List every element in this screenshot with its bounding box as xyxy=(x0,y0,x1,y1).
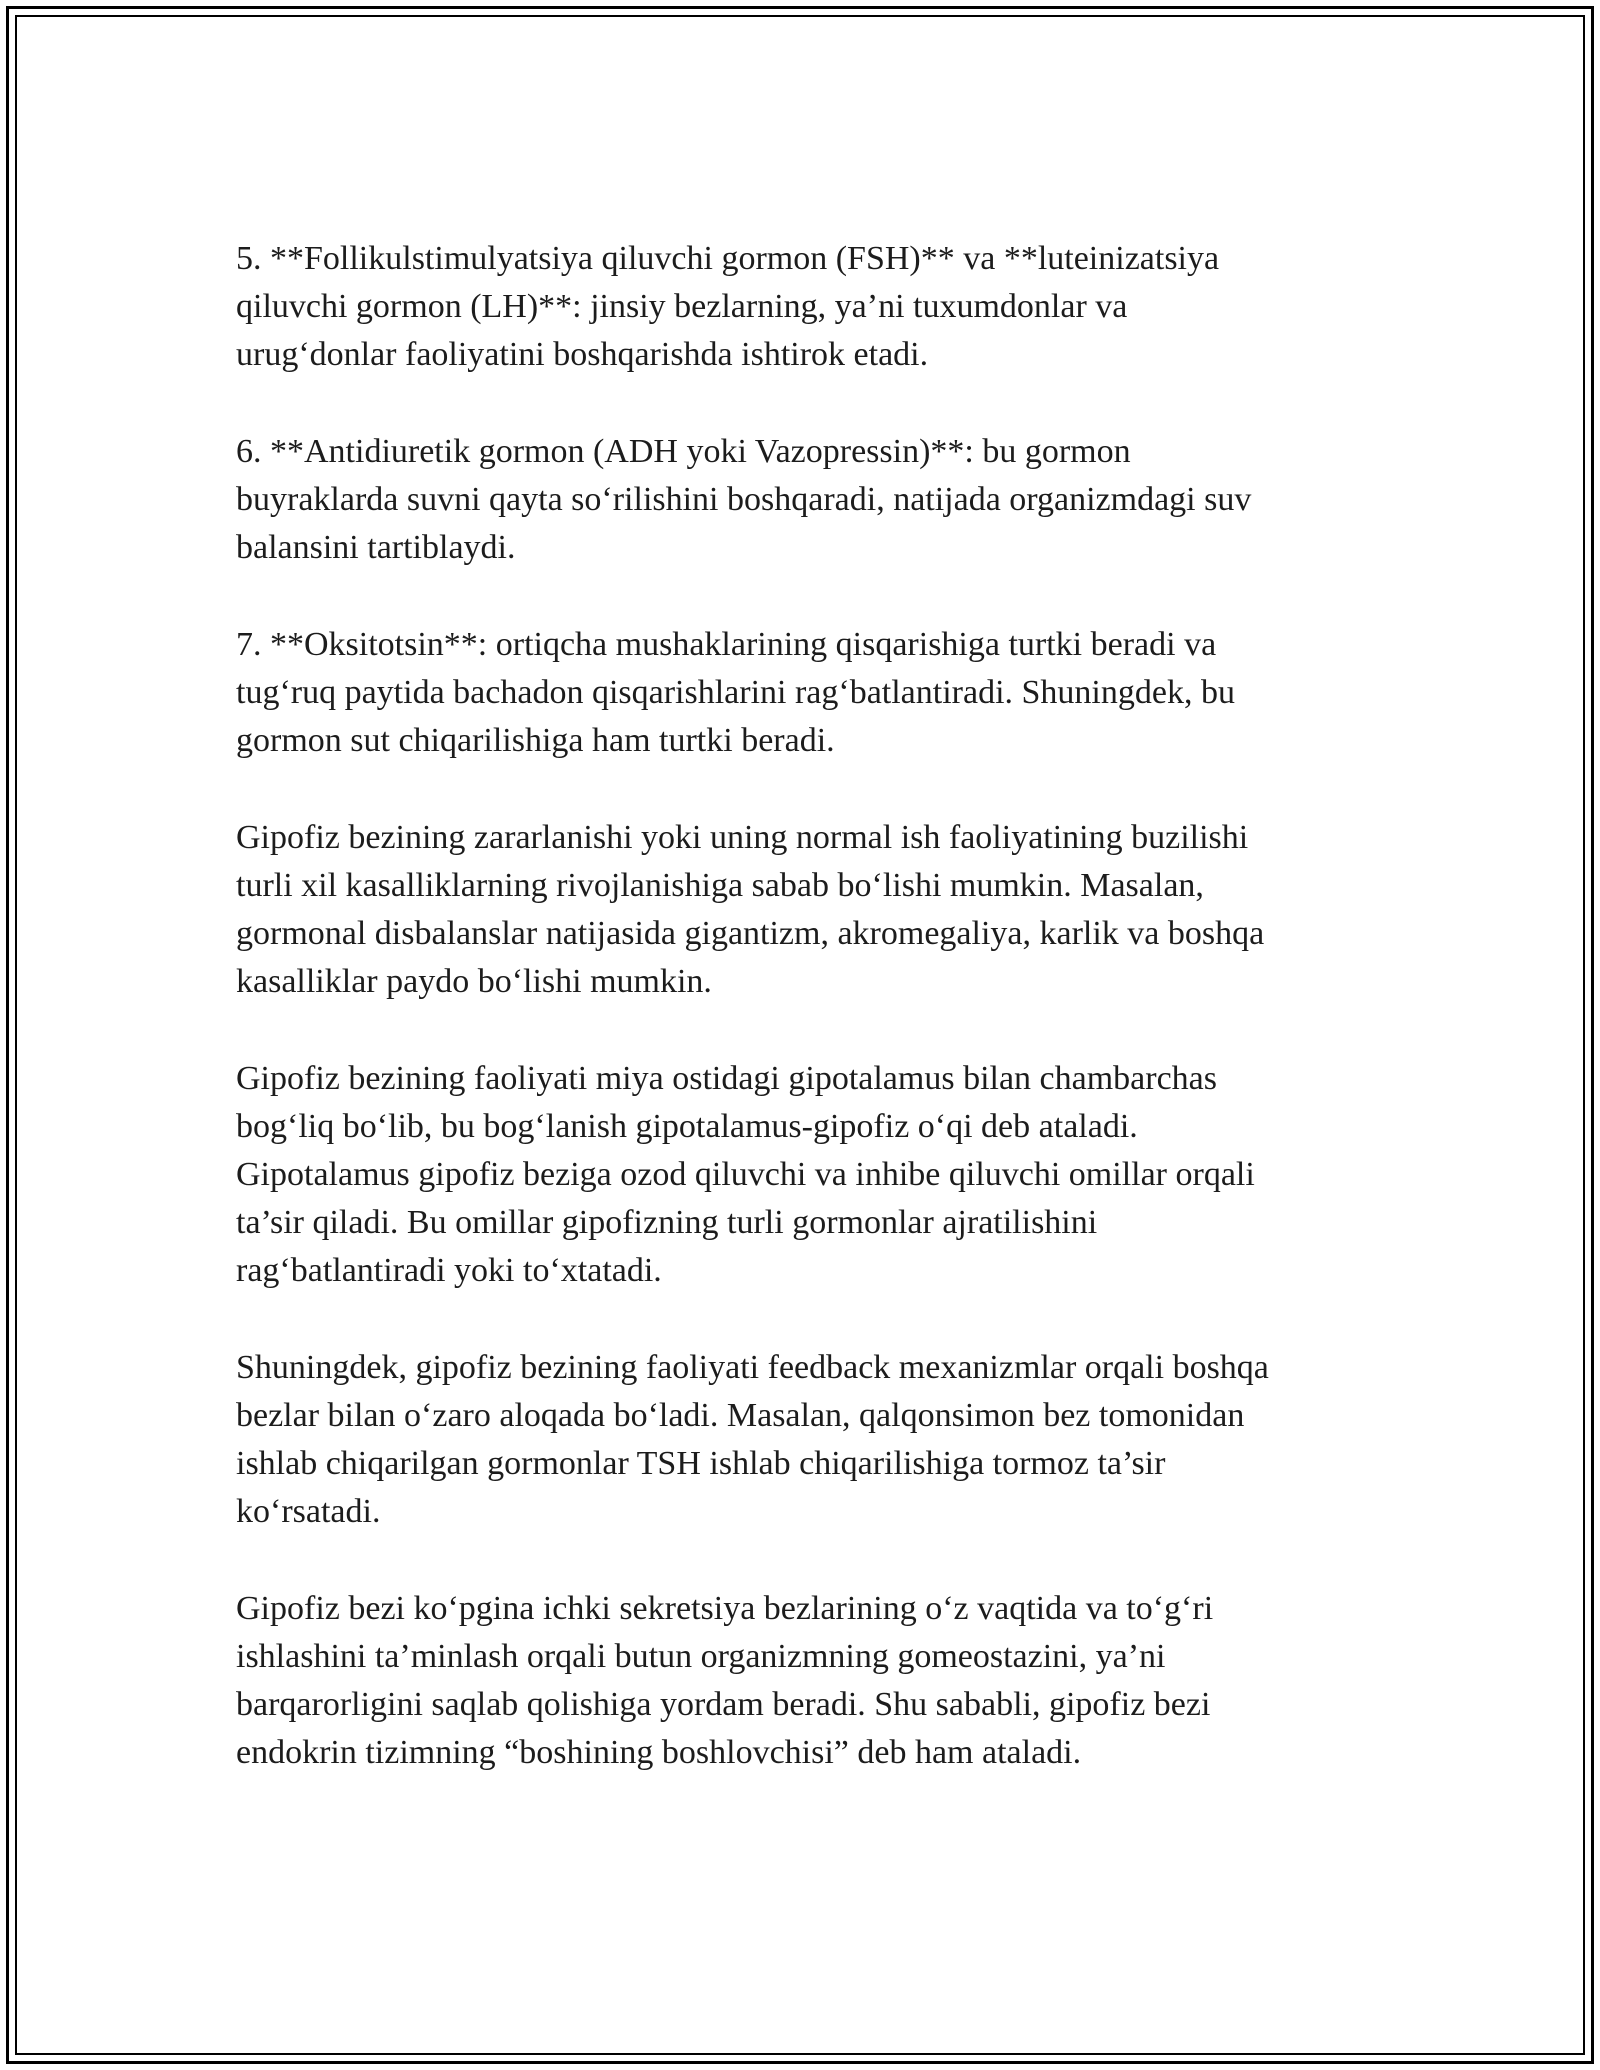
text-line: endokrin tizimning “boshining boshlovchisi” deb ham ataladi. xyxy=(236,1734,1082,1771)
text-line: tug‘ruq paytida bachadon qisqarishlarini rag‘batlantiradi. Shuningdek, bu xyxy=(236,674,1235,711)
text-line: bezlar bilan o‘zaro aloqada bo‘ladi. Masalan, qalqonsimon bez tomonidan xyxy=(236,1397,1245,1434)
text-line: Gipotalamus gipofiz beziga ozod qiluvchi va inhibe qiluvchi omillar orqali xyxy=(236,1156,1255,1193)
text-line: gormonal disbalanslar natijasida gigantizm, akromegaliya, karlik va boshqa xyxy=(236,915,1265,952)
paragraph-oksitotsin xyxy=(236,621,1366,765)
text-line: 6. **Antidiuretik gormon (ADH yoki Vazopressin)**: bu gormon xyxy=(236,433,1131,470)
text-line: Gipofiz bezining faoliyati miya ostidagi gipotalamus bilan chambarchas xyxy=(236,1060,1218,1097)
paragraph-conclusion xyxy=(236,1585,1366,1777)
text-line: ishlashini ta’minlash orqali butun organizmning gomeostazini, ya’ni xyxy=(236,1638,1166,1675)
text-line: ta’sir qiladi. Bu omillar gipofizning turli gormonlar ajratilishini xyxy=(236,1204,1098,1241)
text-line: buyraklarda suvni qayta so‘rilishini boshqaradi, natijada organizmdagi suv xyxy=(236,481,1252,518)
paragraph-feedback xyxy=(236,1344,1366,1536)
paragraph-adh xyxy=(236,428,1366,572)
text-line: balansini tartiblaydi. xyxy=(236,529,516,566)
text-line: barqarorligini saqlab qolishiga yordam beradi. Shu sababli, gipofiz bezi xyxy=(236,1686,1211,1723)
text-line: kasalliklar paydo bo‘lishi mumkin. xyxy=(236,963,712,1000)
text-line: ko‘rsatadi. xyxy=(236,1493,381,1530)
text-line: qiluvchi gormon (LH)**: jinsiy bezlarning, ya’ni tuxumdonlar va xyxy=(236,288,1128,325)
text-line: 5. **Follikulstimulyatsiya qiluvchi gormon (FSH)** va **luteinizatsiya xyxy=(236,240,1220,277)
text-line: ishlab chiqarilgan gormonlar TSH ishlab chiqarilishiga tormoz ta’sir xyxy=(236,1445,1166,1482)
text-line: Gipofiz bezining zararlanishi yoki uning normal ish faoliyatining buzilishi xyxy=(236,819,1249,856)
text-line: gormon sut chiqarilishiga ham turtki beradi. xyxy=(236,722,835,759)
text-line: Gipofiz bezi ko‘pgina ichki sekretsiya bezlarining o‘z vaqtida va to‘g‘ri xyxy=(236,1590,1214,1627)
text-line: Shuningdek, gipofiz bezining faoliyati feedback mexanizmlar orqali boshqa xyxy=(236,1349,1269,1386)
text-line: rag‘batlantiradi yoki to‘xtatadi. xyxy=(236,1252,662,1289)
text-line: 7. **Oksitotsin**: ortiqcha mushaklarining qisqarishiga turtki beradi va xyxy=(236,626,1217,663)
paragraph-fsh-lh xyxy=(236,235,1366,379)
paragraph-hypothalamus xyxy=(236,1055,1366,1295)
text-line: urug‘donlar faoliyatini boshqarishda ishtirok etadi. xyxy=(236,336,929,373)
document-body xyxy=(236,235,1366,1826)
text-line: turli xil kasalliklarning rivojlanishiga sabab bo‘lishi mumkin. Masalan, xyxy=(236,867,1204,904)
text-line: bog‘liq bo‘lib, bu bog‘lanish gipotalamus-gipofiz o‘qi deb ataladi. xyxy=(236,1108,1138,1145)
paragraph-damage xyxy=(236,814,1366,1006)
